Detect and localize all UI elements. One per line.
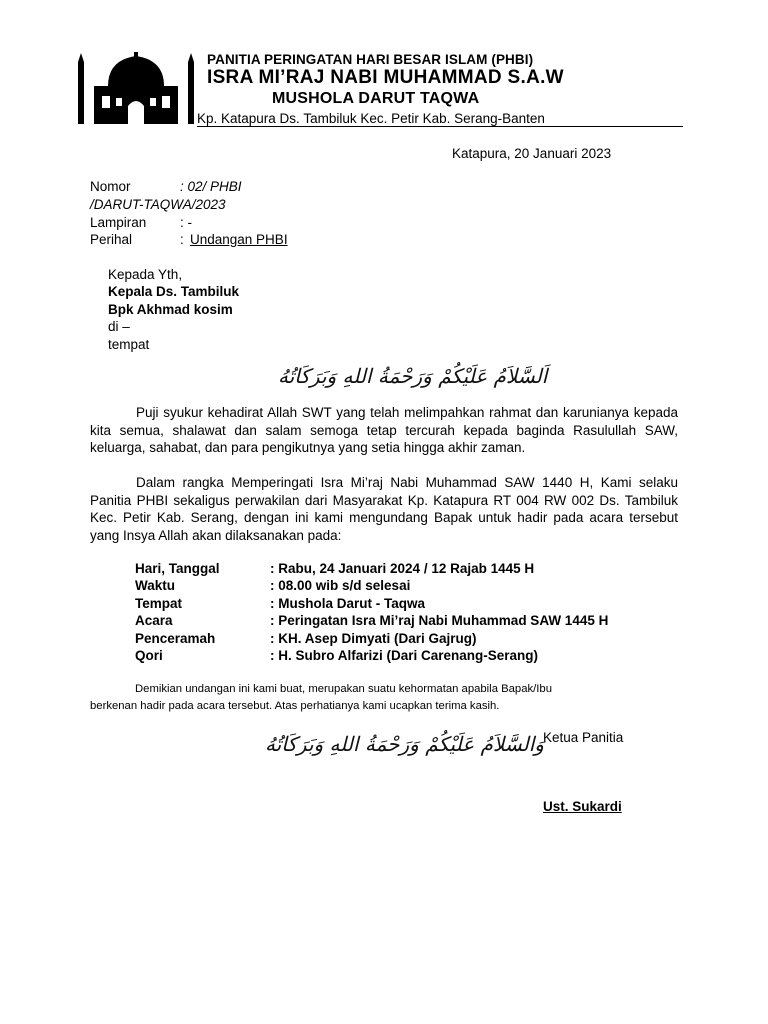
nomor-label: Nomor [90, 179, 131, 194]
mosque-icon [76, 52, 196, 124]
body-paragraph-2: Dalam rangka Memperingati Isra Mi’raj Nabi Muhammad SAW 1440 H, Kami selaku Panitia PHBI sekaligus perwakilan dari Masyarakat Kp. Katapura RT 004 RW 002 Ds. Tambiluk Kec. Petir Kab. Serang, dengan ini kami mengundang Bapak untuk hadir pada acara tersebut yang Insya Allah akan dilaksanakan pada: [90, 475, 678, 543]
salam-greeting: اَلسَّلاَمُ عَلَيْكُمْ وَرَحْمَةُ اللهِ وَبَرَكَاتُهُ [278, 364, 548, 388]
salam-closing: وَالسَّلاَمُ عَلَيْكُمْ وَرَحْمَةُ اللهِ وَبَرَكَاتُهُ [265, 732, 544, 756]
detail-value: : H. Subro Alfarizi (Dari Carenang-Serang) [270, 648, 539, 663]
event-title: ISRA MI’RAJ NABI MUHAMMAD S.A.W [207, 67, 564, 88]
address: Kp. Katapura Ds. Tambiluk Kec. Petir Kab. Serang-Banten [197, 111, 545, 126]
nomor-value: : 02/ PHBI [180, 179, 242, 194]
detail-label: Hari, Tanggal [135, 561, 220, 576]
body-paragraph-1: Puji syukur kehadirat Allah SWT yang telah melimpahkan rahmat dan karunianya kepada kita semua, shalawat dan salam semoga tetap tercurah kepada baginda Rasulullah SAW, keluarga, sahabat, dan para pengikutnya yang setia hingga akhir zaman. [90, 405, 678, 455]
detail-label: Tempat [135, 596, 183, 611]
closing-line-1: Demikian undangan ini kami buat, merupakan suatu kehormatan apabila Bapak/Ibu [135, 683, 552, 695]
recipient-place: tempat [108, 337, 150, 352]
perihal-value: Undangan PHBI [190, 232, 288, 247]
detail-value: : KH. Asep Dimyati (Dari Gajrug) [270, 631, 477, 646]
mushola-name: MUSHOLA DARUT TAQWA [272, 90, 480, 107]
closing-line-2: berkenan hadir pada acara tersebut. Atas perhatianya kami ucapkan terima kasih. [90, 700, 500, 712]
detail-label: Penceramah [135, 631, 216, 646]
perihal-label: Perihal [90, 232, 133, 247]
lampiran-value: : - [180, 215, 192, 230]
detail-value: : Rabu, 24 Januari 2024 / 12 Rajab 1445 H [270, 561, 535, 576]
nomor-value-cont: /DARUT-TAQWA/2023 [90, 197, 226, 212]
detail-value: : Mushola Darut - Taqwa [270, 596, 426, 611]
recipient-title: Kepala Ds. Tambiluk [108, 284, 240, 299]
detail-value: : 08.00 wib s/d selesai [270, 578, 411, 593]
letter-date: Katapura, 20 Januari 2023 [452, 146, 612, 161]
recipient-salutation: Kepada Yth, [108, 267, 183, 282]
header-divider [197, 126, 683, 127]
detail-label: Waktu [135, 578, 175, 593]
detail-label: Qori [135, 648, 163, 663]
signature-title: Ketua Panitia [543, 730, 624, 745]
recipient-name: Bpk Akhmad kosim [108, 302, 233, 317]
signature-name: Ust. Sukardi [543, 799, 622, 814]
detail-value: : Peringatan Isra Mi’raj Nabi Muhammad SAW 1445 H [270, 613, 609, 628]
lampiran-label: Lampiran [90, 215, 147, 230]
committee-name: PANITIA PERINGATAN HARI BESAR ISLAM (PHBI) [207, 52, 534, 67]
perihal-colon: : [180, 232, 184, 247]
recipient-di: di – [108, 319, 130, 334]
detail-label: Acara [135, 613, 173, 628]
